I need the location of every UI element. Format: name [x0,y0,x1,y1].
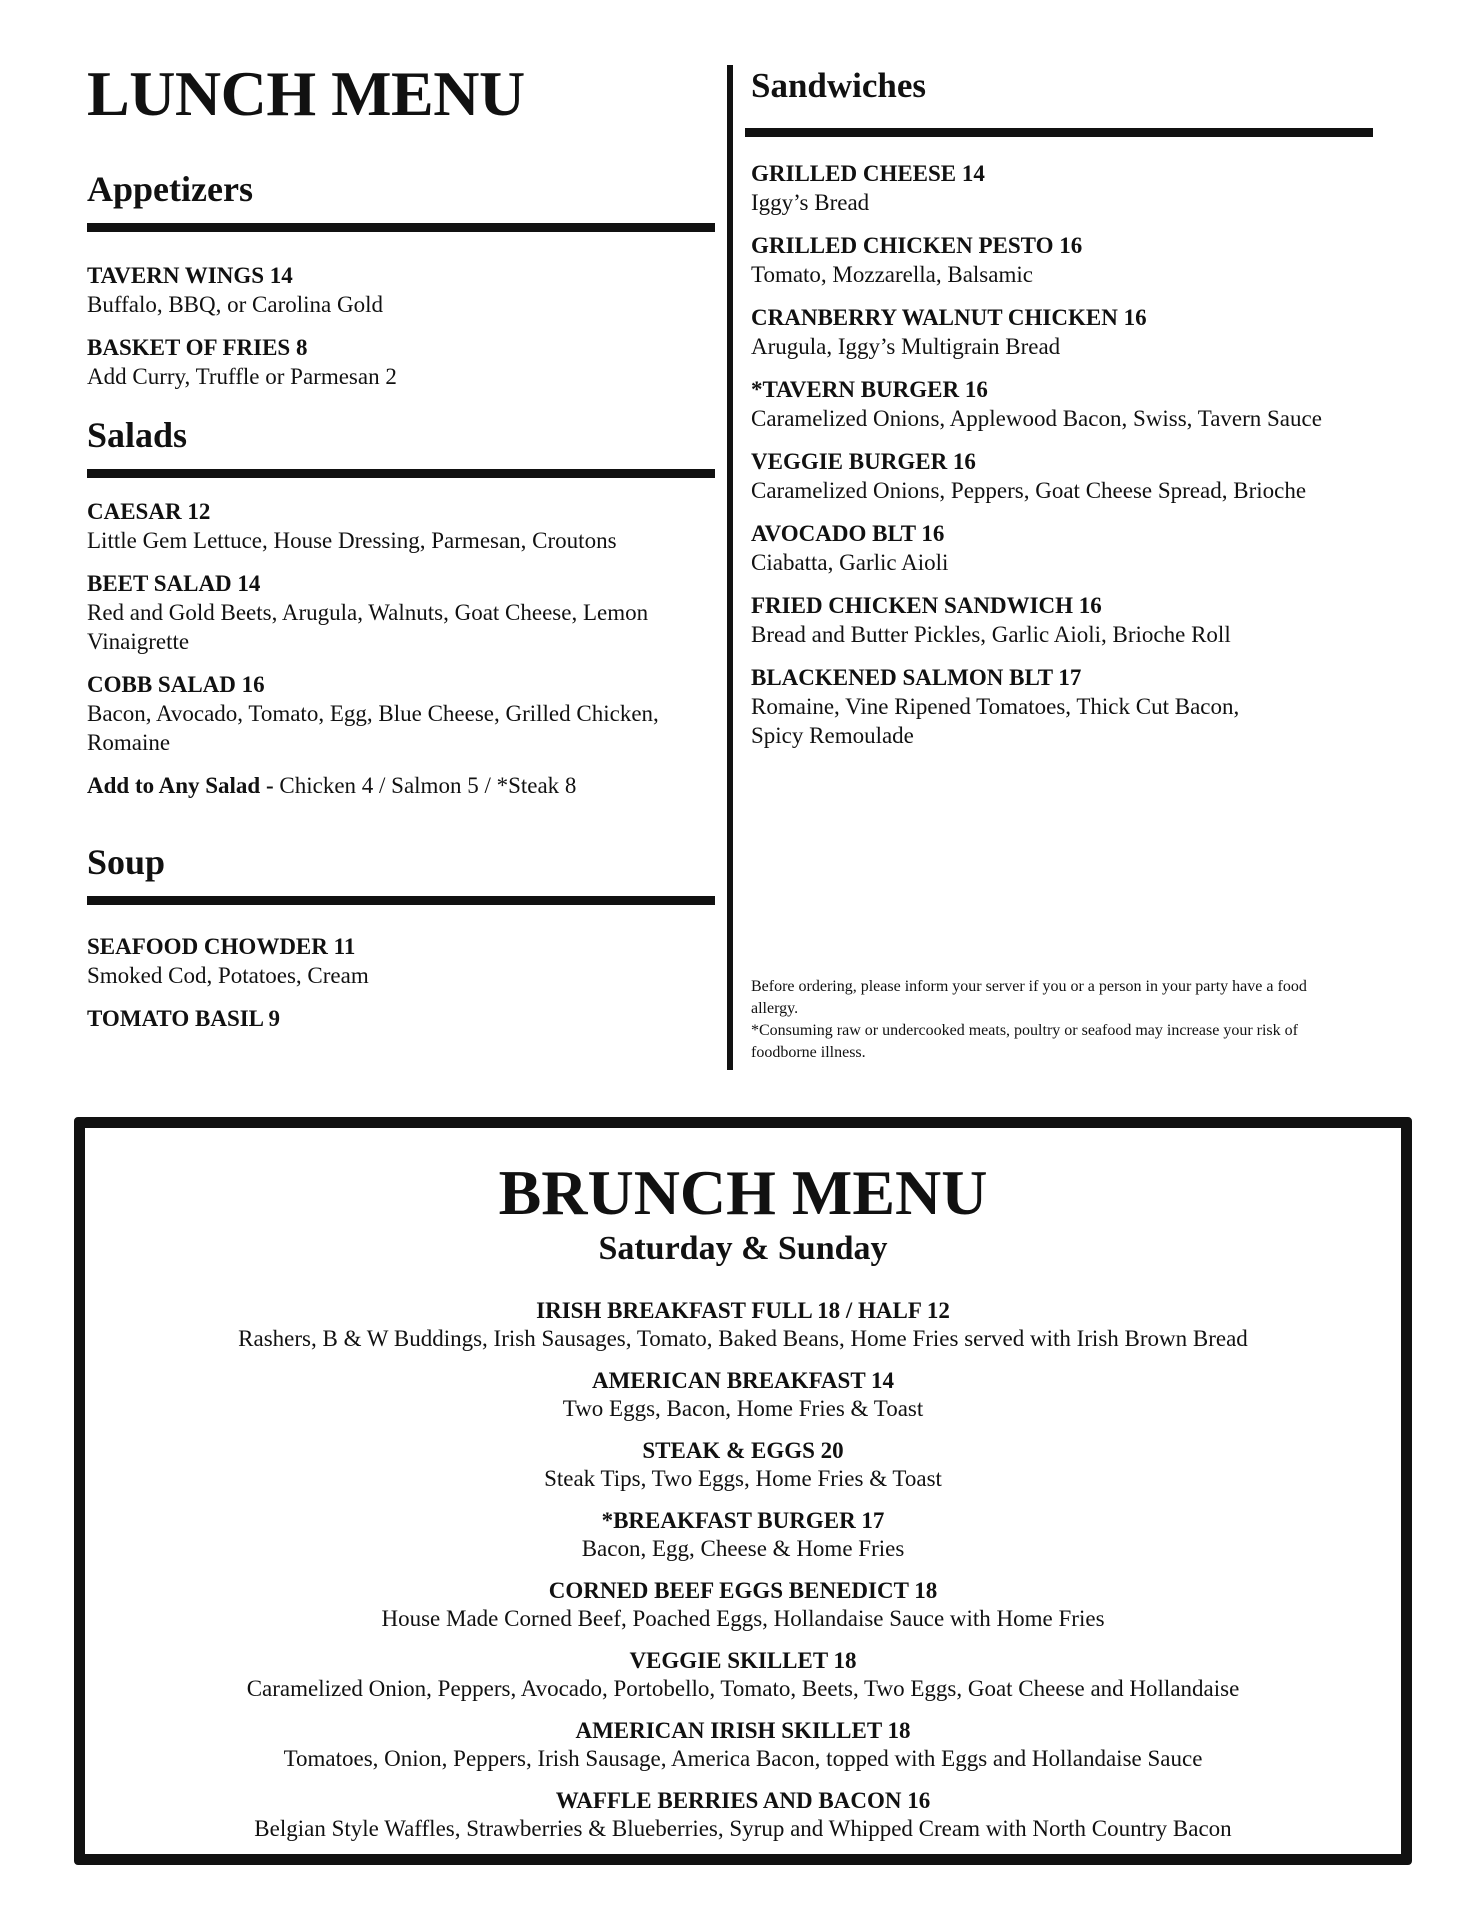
item-name: COBB SALAD 16 [87,672,265,697]
item-desc: Caramelized Onions, Applewood Bacon, Swiss, Tavern Sauce [751,406,1322,431]
brunch-item [85,1577,1401,1633]
item-desc: Ciabatta, Garlic Aioli [751,550,949,575]
item-name: BEET SALAD 14 [87,571,261,596]
salad-addon-text: Chicken 4 / Salmon 5 / *Steak 8 [279,773,577,798]
brunch-menu-title: BRUNCH MENU [498,1157,988,1228]
menu-item [87,932,715,990]
item-desc: Smoked Cod, Potatoes, Cream [87,963,369,988]
lunch-menu-title: LUNCH MENU [87,58,525,129]
sandwiches-heading: Sandwiches [751,66,927,105]
menu-item [751,375,1373,433]
appetizers-section [87,165,715,391]
brunch-item [85,1297,1401,1353]
item-name: CRANBERRY WALNUT CHICKEN 16 [751,305,1147,330]
brunch-item [85,1787,1401,1843]
item-desc: Buffalo, BBQ, or Carolina Gold [87,292,383,317]
item-desc: Tomato, Mozzarella, Balsamic [751,262,1033,287]
soup-heading: Soup [87,842,166,882]
item-name: BLACKENED SALMON BLT 17 [751,665,1082,690]
item-desc: Bacon, Avocado, Tomato, Egg, Blue Cheese, Grilled Chicken, Romaine [87,701,659,755]
item-name: AMERICAN BREAKFAST 14 [591,1368,894,1393]
item-desc: Bread and Butter Pickles, Garlic Aioli, Brioche Roll [751,622,1231,647]
item-desc: Add Curry, Truffle or Parmesan 2 [87,364,397,389]
item-name: STEAK & EGGS 20 [642,1438,844,1463]
menu-item [87,497,715,555]
item-name: *TAVERN BURGER 16 [751,377,988,402]
appetizers-heading: Appetizers [87,169,253,209]
item-desc: Romaine, Vine Ripened Tomatoes, Thick Cut Bacon, Spicy Remoulade [751,694,1240,748]
salad-addon [87,771,715,800]
item-name: CORNED BEEF EGGS BENEDICT 18 [548,1578,938,1603]
item-desc: Iggy’s Bread [751,190,870,215]
item-name: IRISH BREAKFAST FULL 18 / HALF 12 [536,1298,950,1323]
item-desc: Steak Tips, Two Eggs, Home Fries & Toast [544,1466,942,1491]
item-name: AVOCADO BLT 16 [751,521,945,546]
menu-notes [751,976,1311,1064]
brunch-item [85,1647,1401,1703]
menu-item [751,663,1291,750]
item-desc: Tomatoes, Onion, Peppers, Irish Sausage, America Bacon, topped with Eggs and Hollandaise Sauce [283,1746,1203,1771]
lunch-right-column [751,62,1373,750]
menu-item [751,159,1373,217]
menu-item [751,303,1373,361]
menu-item [751,231,1373,289]
consumption-warning: *Consuming raw or undercooked meats, poultry or seafood may increase your risk of foodborne illness. [751,1022,1298,1061]
sandwiches-rule [745,128,1373,137]
menu-item [751,591,1373,649]
brunch-subtitle: Saturday & Sunday [598,1230,888,1267]
salad-addon-label: Add to Any Salad - [87,773,274,798]
item-name: TOMATO BASIL 9 [87,1006,281,1031]
menu-item [87,333,715,391]
item-desc: Rashers, B & W Buddings, Irish Sausages, Tomato, Baked Beans, Home Fries served with Irish Brown Bread [238,1326,1248,1351]
item-desc: Belgian Style Waffles, Strawberries & Blueberries, Syrup and Whipped Cream with North Country Bacon [254,1816,1232,1841]
menu-item [87,261,715,319]
item-desc: Red and Gold Beets, Arugula, Walnuts, Goat Cheese, Lemon Vinaigrette [87,600,649,654]
menu-item [87,569,715,656]
item-name: BASKET OF FRIES 8 [87,335,308,360]
lunch-left-column [87,165,715,1033]
brunch-item [85,1367,1401,1423]
item-desc: Bacon, Egg, Cheese & Home Fries [581,1536,905,1561]
item-desc: Caramelized Onion, Peppers, Avocado, Portobello, Tomato, Beets, Two Eggs, Goat Cheese and Hollandaise [246,1676,1240,1701]
item-name: GRILLED CHICKEN PESTO 16 [751,233,1083,258]
item-desc: House Made Corned Beef, Poached Eggs, Hollandaise Sauce with Home Fries [381,1606,1105,1631]
soup-rule [87,896,715,905]
item-name: *BREAKFAST BURGER 17 [601,1508,885,1533]
item-name: SEAFOOD CHOWDER 11 [87,934,356,959]
menu-item [751,447,1373,505]
menu-item [87,1004,715,1033]
item-name: VEGGIE SKILLET 18 [629,1648,857,1673]
item-name: CAESAR 12 [87,499,211,524]
menu-item [87,670,715,757]
brunch-item [85,1437,1401,1493]
salads-section [87,411,715,800]
item-desc: Caramelized Onions, Peppers, Goat Cheese Spread, Brioche [751,478,1307,503]
brunch-item [85,1507,1401,1563]
item-name: VEGGIE BURGER 16 [751,449,976,474]
salads-heading: Salads [87,415,188,455]
item-name: AMERICAN IRISH SKILLET 18 [575,1718,911,1743]
column-divider [727,65,733,1070]
item-desc: Little Gem Lettuce, House Dressing, Parmesan, Croutons [87,528,617,553]
item-desc: Arugula, Iggy’s Multigrain Bread [751,334,1061,359]
allergy-note: Before ordering, please inform your server if you or a person in your party have a food allergy. [751,978,1307,1017]
salads-rule [87,469,715,478]
soup-section [87,838,715,1033]
item-name: WAFFLE BERRIES AND BACON 16 [555,1788,931,1813]
brunch-item [85,1717,1401,1773]
item-name: GRILLED CHEESE 14 [751,161,985,186]
item-desc: Two Eggs, Bacon, Home Fries & Toast [562,1396,924,1421]
brunch-menu-box [74,1117,1412,1865]
item-name: FRIED CHICKEN SANDWICH 16 [751,593,1102,618]
appetizers-rule [87,223,715,232]
menu-item [751,519,1373,577]
item-name: TAVERN WINGS 14 [87,263,293,288]
